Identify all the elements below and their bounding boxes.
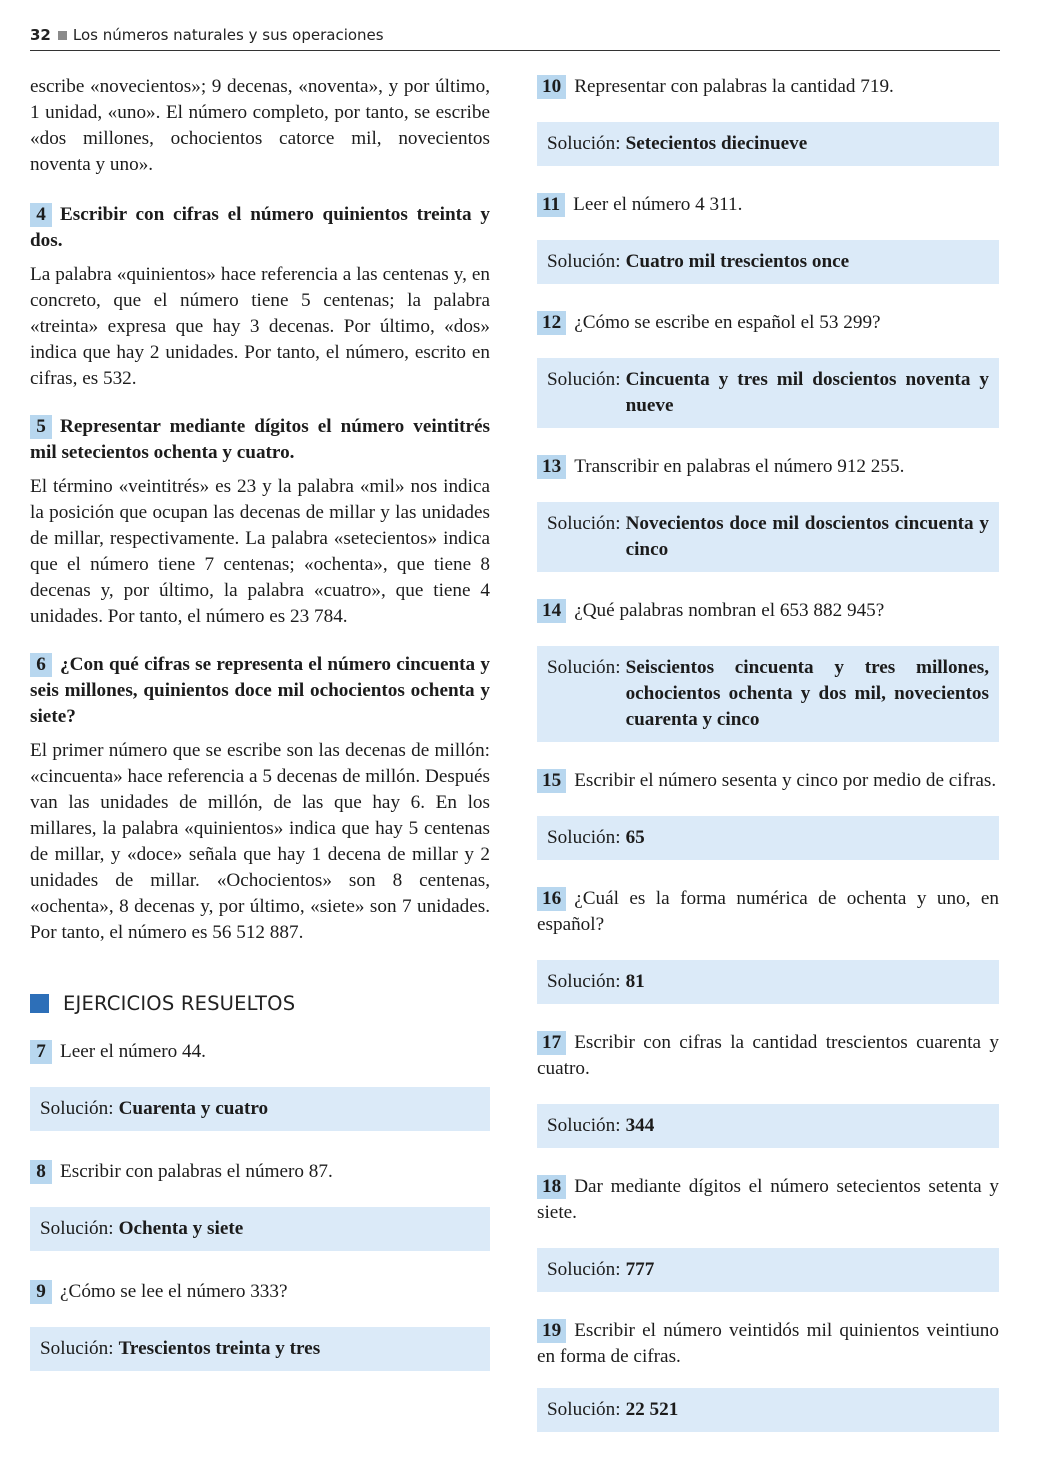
exercise-8-solution: Solución: Ochenta y siete bbox=[30, 1207, 490, 1251]
exercise-19-solution: Solución: 22 521 bbox=[537, 1388, 999, 1432]
exercise-8-question: 8 Escribir con palabras el número 87. bbox=[30, 1159, 490, 1185]
exercise-11-question: 11 Leer el número 4 311. bbox=[537, 192, 999, 218]
exercise-number-badge: 17 bbox=[537, 1031, 566, 1055]
exercise-9-solution: Solución: Trescientos treinta y tres bbox=[30, 1327, 490, 1371]
exercise-10-solution: Solución: Setecientos diecinueve bbox=[537, 122, 999, 166]
exercise-9-question: 9 ¿Cómo se lee el número 333? bbox=[30, 1279, 490, 1305]
exercise-7-solution: Solución: Cuarenta y cuatro bbox=[30, 1087, 490, 1131]
example-4-answer: La palabra «quinientos» hace referencia a las centenas y, en concreto, que el número tiene 5 centenas; la palabra «treinta» expresa que hay 3 decenas. Por último, «dos» indica que hay 2 unidades. Por tanto, el número, escrito en cifras, es 532. bbox=[30, 264, 490, 389]
intro-paragraph: escribe «novecientos»; 9 decenas, «noventa», y por último, 1 unidad, «uno». El número completo, por tanto, se escribe «dos millones, ochocientos catorce mil, novecientos noventa y uno». bbox=[30, 76, 490, 175]
example-5-answer: El término «veintitrés» es 23 y la palabra «mil» nos indica la posición que ocupan las decenas de millar y las unidades de millar, respectivamente. La palabra «setecientos» indica que el número tiene 7 centenas; «ochenta», que tiene 8 decenas y, por último, la palabra «cuatro», que tiene 4 unidades. Por tanto, el número es 23 784. bbox=[30, 476, 490, 627]
exercise-7-question: 7 Leer el número 44. bbox=[30, 1039, 490, 1065]
exercise-number-badge: 7 bbox=[30, 1040, 52, 1064]
header-square-icon bbox=[58, 31, 67, 40]
exercise-number-badge: 11 bbox=[537, 193, 565, 217]
exercise-number-badge: 10 bbox=[537, 75, 566, 99]
exercise-14-solution: Solución: Seiscientos cincuenta y tres millones, ochocientos ochenta y dos mil, novecientos cuarenta y cinco bbox=[537, 646, 999, 742]
exercise-number-badge: 15 bbox=[537, 769, 566, 793]
exercise-12-solution: Solución: Cincuenta y tres mil doscientos noventa y nueve bbox=[537, 358, 999, 428]
exercise-11-solution: Solución: Cuatro mil trescientos once bbox=[537, 240, 999, 284]
exercise-number-badge: 18 bbox=[537, 1175, 566, 1199]
example-6-question: 6 ¿Con qué cifras se representa el número cincuenta y seis millones, quinientos doce mil ochocientos ochenta y siete? bbox=[30, 654, 490, 727]
section-title: EJERCICIOS RESUELTOS bbox=[63, 992, 296, 1015]
page-header bbox=[30, 22, 1000, 51]
exercise-13-solution: Solución: Novecientos doce mil doscientos cincuenta y cinco bbox=[537, 502, 999, 572]
exercise-15-solution: Solución: 65 bbox=[537, 816, 999, 860]
exercise-17-question: 17 Escribir con cifras la cantidad trescientos cuarenta y cuatro. bbox=[537, 1032, 999, 1079]
example-6-answer: El primer número que se escribe son las decenas de millón: «cincuenta» hace referencia a 5 decenas de millón. Después van las unidades de millón, de las que hay 6. En los millares, la palabra «quinientos» indica que hay 5 centenas de millar, y «doce» señala que hay 1 decena de millar y 2 unidades de millar. «Ochocientos» son 8 centenas, «ochenta», 8 decenas y, por último, «siete» son 7 unidades. Por tanto, el número es 56 512 887. bbox=[30, 740, 490, 943]
exercise-number-badge: 16 bbox=[537, 887, 566, 911]
example-number-badge: 4 bbox=[30, 203, 52, 227]
exercise-number-badge: 9 bbox=[30, 1280, 52, 1304]
exercise-number-badge: 19 bbox=[537, 1319, 566, 1343]
exercise-16-question: 16 ¿Cuál es la forma numérica de ochenta y uno, en español? bbox=[537, 888, 999, 935]
exercise-15-question: 15 Escribir el número sesenta y cinco por medio de cifras. bbox=[537, 768, 999, 794]
page-number: 32 bbox=[30, 26, 51, 44]
exercise-18-solution: Solución: 777 bbox=[537, 1248, 999, 1292]
example-number-badge: 6 bbox=[30, 653, 52, 677]
example-4-question: 4 Escribir con cifras el número quinientos treinta y dos. bbox=[30, 204, 490, 251]
section-heading bbox=[30, 992, 490, 1015]
exercise-10-question: 10 Representar con palabras la cantidad 719. bbox=[537, 74, 999, 100]
left-column bbox=[30, 74, 490, 1371]
chapter-title: Los números naturales y sus operaciones bbox=[72, 26, 384, 44]
exercise-17-solution: Solución: 344 bbox=[537, 1104, 999, 1148]
exercise-18-question: 18 Dar mediante dígitos el número setecientos setenta y siete. bbox=[537, 1176, 999, 1223]
example-number-badge: 5 bbox=[30, 415, 52, 439]
section-square-icon bbox=[30, 994, 49, 1013]
exercise-13-question: 13 Transcribir en palabras el número 912 255. bbox=[537, 454, 999, 480]
exercise-number-badge: 14 bbox=[537, 599, 566, 623]
exercise-number-badge: 8 bbox=[30, 1160, 52, 1184]
exercise-12-question: 12 ¿Cómo se escribe en español el 53 299? bbox=[537, 310, 999, 336]
exercise-number-badge: 13 bbox=[537, 455, 566, 479]
exercise-16-solution: Solución: 81 bbox=[537, 960, 999, 1004]
exercise-number-badge: 12 bbox=[537, 311, 566, 335]
example-5-question: 5 Representar mediante dígitos el número veintitrés mil setecientos ochenta y cuatro. bbox=[30, 416, 490, 463]
exercise-19-question: 19 Escribir el número veintidós mil quinientos veintiuno en forma de cifras. bbox=[537, 1320, 999, 1367]
right-column bbox=[537, 74, 999, 1432]
exercise-14-question: 14 ¿Qué palabras nombran el 653 882 945? bbox=[537, 598, 999, 624]
